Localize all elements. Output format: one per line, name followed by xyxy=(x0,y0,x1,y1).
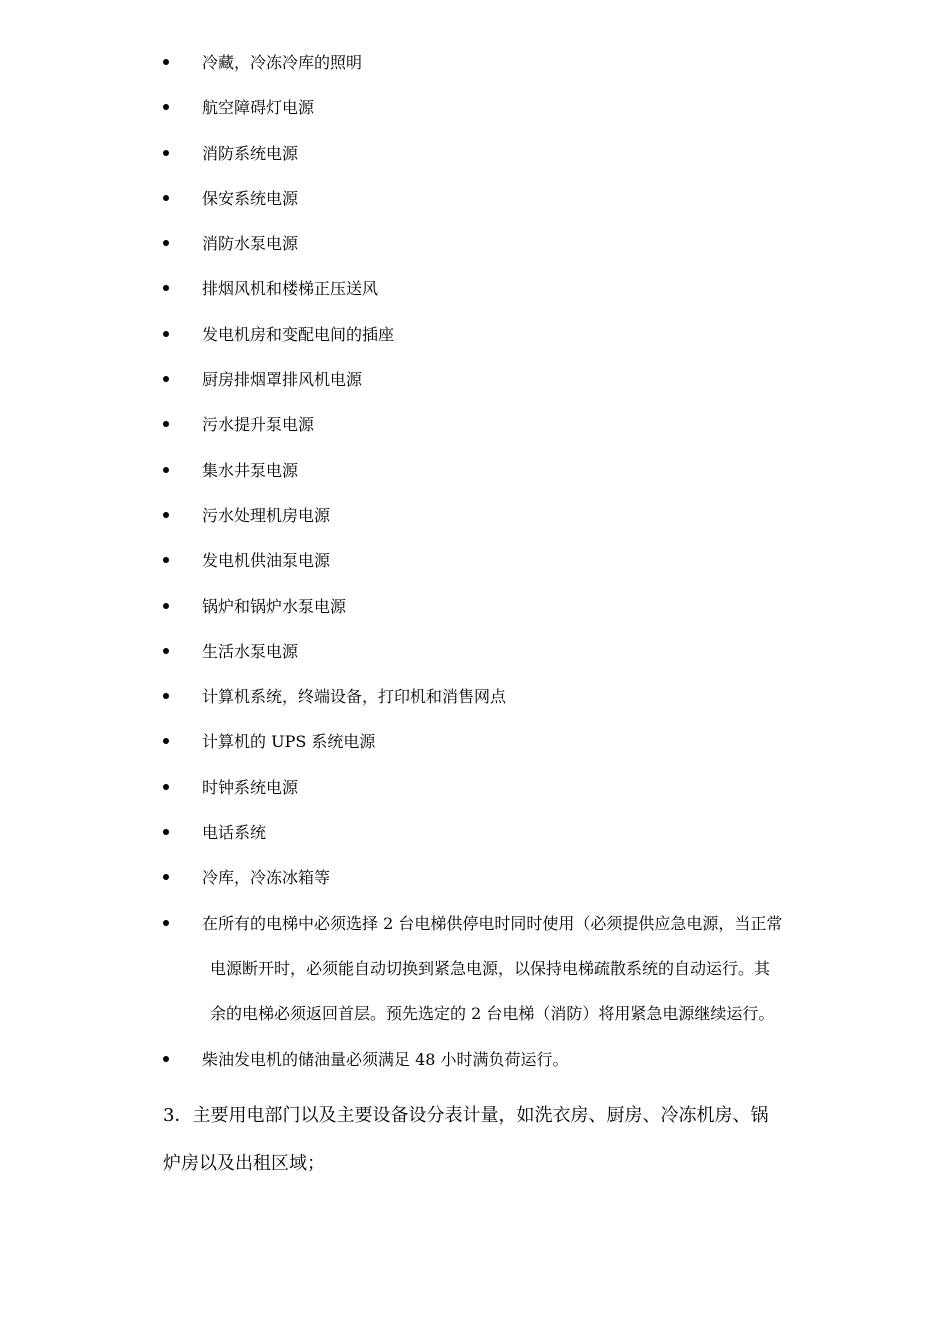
bullet-icon xyxy=(163,557,169,563)
list-item xyxy=(0,855,950,900)
list-item-text: 排烟风机和楼梯正压送风 xyxy=(202,279,379,299)
list-item xyxy=(0,584,950,629)
list-item-text: 锅炉和锅炉水泵电源 xyxy=(202,596,347,616)
elevator-line-3: 余的电梯必须返回首层。预先选定的 2 台电梯（消防）将用紧急电源继续运行。 xyxy=(210,1004,775,1024)
list-item-text: 消防水泵电源 xyxy=(202,234,299,254)
list-item xyxy=(0,810,950,855)
section-3-line-1: 3．主要用电部门以及主要设备设分表计量，如洗衣房、厨房、冷冻机房、锅 xyxy=(163,1105,769,1126)
bullet-icon xyxy=(163,693,169,699)
elevator-line-2: 电源断开时，必须能自动切换到紧急电源，以保持电梯疏散系统的自动运行。其 xyxy=(210,958,771,978)
bullet-icon xyxy=(163,512,169,518)
list-item xyxy=(0,85,950,130)
list-item-text: 污水处理机房电源 xyxy=(202,505,331,525)
list-item-elevator xyxy=(0,901,950,1037)
section-3-paragraph xyxy=(163,1092,808,1188)
list-item-text: 电话系统 xyxy=(202,823,267,843)
list-item-diesel xyxy=(0,1037,950,1082)
list-item-text: 冷库，冷冻冰箱等 xyxy=(202,868,331,888)
power-supply-list xyxy=(0,40,950,1082)
section-3-line-2: 炉房以及出租区域； xyxy=(163,1153,325,1174)
bullet-icon xyxy=(163,421,169,427)
bullet-icon xyxy=(163,829,169,835)
list-item xyxy=(0,538,950,583)
list-item-text: 保安系统电源 xyxy=(202,188,299,208)
list-item-text: 冷藏，冷冻冷库的照明 xyxy=(202,53,363,72)
list-item xyxy=(0,402,950,447)
list-item-text: 计算机的 UPS 系统电源 xyxy=(202,732,376,752)
list-item-text: 集水井泵电源 xyxy=(202,460,299,480)
bullet-icon xyxy=(163,467,169,473)
list-item-text: 厨房排烟罩排风机电源 xyxy=(202,370,363,390)
list-item-text: 发电机房和变配电间的插座 xyxy=(202,324,395,344)
bullet-icon xyxy=(163,240,169,246)
list-item-text xyxy=(202,901,804,1037)
bullet-icon xyxy=(163,104,169,110)
list-item xyxy=(0,176,950,221)
list-item-text: 柴油发电机的储油量必须满足 48 小时满负荷运行。 xyxy=(202,1049,569,1069)
list-item xyxy=(0,266,950,311)
list-item xyxy=(0,312,950,357)
bullet-icon xyxy=(163,285,169,291)
bullet-icon xyxy=(163,376,169,382)
bullet-icon xyxy=(163,1056,169,1062)
bullet-icon xyxy=(163,603,169,609)
bullet-icon xyxy=(163,331,169,337)
list-item xyxy=(0,629,950,674)
list-item xyxy=(0,221,950,266)
bullet-icon xyxy=(163,738,169,744)
elevator-line-1: 在所有的电梯中必须选择 2 台电梯供停电时同时使用（必须提供应急电源，当正常 xyxy=(202,913,783,933)
list-item-text: 时钟系统电源 xyxy=(202,777,299,797)
bullet-icon xyxy=(163,648,169,654)
list-item xyxy=(0,719,950,764)
list-item-text: 消防系统电源 xyxy=(202,143,299,163)
list-item xyxy=(0,674,950,719)
list-item-text: 航空障碍灯电源 xyxy=(202,98,315,118)
bullet-icon xyxy=(163,150,169,156)
list-item xyxy=(0,448,950,493)
list-item xyxy=(0,131,950,176)
list-item-text: 污水提升泵电源 xyxy=(202,415,315,435)
bullet-icon xyxy=(163,784,169,790)
list-item-text: 发电机供油泵电源 xyxy=(202,551,331,571)
bullet-icon xyxy=(163,59,169,65)
list-item xyxy=(0,357,950,402)
bullet-icon xyxy=(163,195,169,201)
bullet-icon xyxy=(163,874,169,880)
bullet-icon xyxy=(163,920,169,926)
list-item xyxy=(0,40,950,85)
list-item xyxy=(0,765,950,810)
list-item-text: 计算机系统，终端设备，打印机和消售网点 xyxy=(202,687,507,707)
list-item-text: 生活水泵电源 xyxy=(202,641,299,661)
list-item xyxy=(0,493,950,538)
